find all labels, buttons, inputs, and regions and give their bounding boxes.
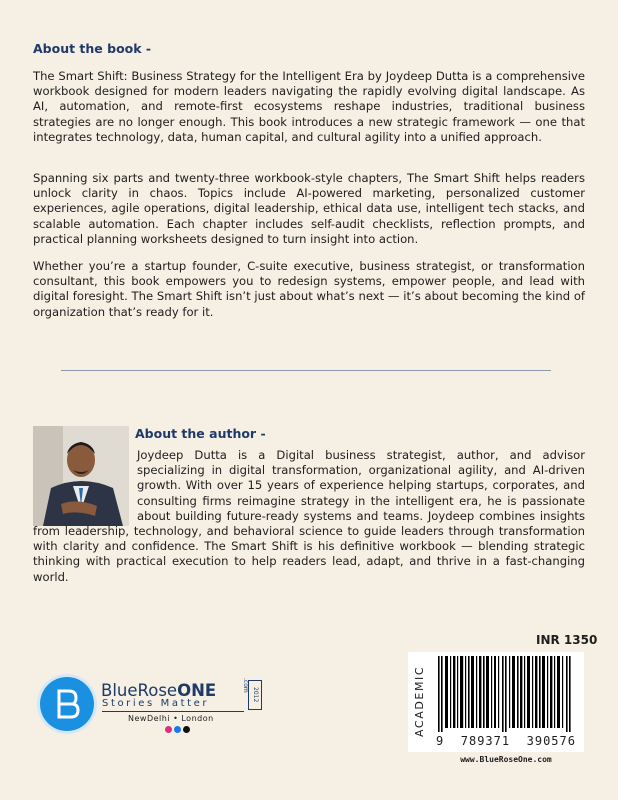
social-icons <box>165 726 190 733</box>
blue-rose-b-icon <box>40 677 94 731</box>
publisher-website: www.BlueRoseOne.com <box>460 755 552 764</box>
brand-main: BlueRose <box>101 681 178 700</box>
brand-com: .com <box>242 678 249 693</box>
instagram-icon[interactable] <box>165 726 172 733</box>
publisher-logo <box>40 677 94 731</box>
brand-rule <box>102 711 244 712</box>
isbn-digit-group: 390576 <box>526 734 576 748</box>
publisher-tagline: Stories Matter <box>102 698 210 709</box>
brand-one: ONE <box>177 681 217 700</box>
about-book-paragraph-1: The Smart Shift: Business Strategy for the Intelligent Era by Joydeep Dutta is a comprehensive workbook designed for modern leaders navigating the rapidly evolving digital landscape. As AI, automation, and remote-first ecosystems reshape industries, traditional business strategies are no longer enough. This book introduces a new strategic framework — one that integrates technology, data, human capital, and cultural agility into a unified approach. <box>33 69 585 144</box>
x-icon[interactable] <box>183 726 190 733</box>
section-divider <box>61 370 551 371</box>
about-book-heading: About the book - <box>33 41 152 56</box>
about-author-heading: About the author - <box>135 426 266 441</box>
brand-year-box: 2012 <box>248 680 262 710</box>
isbn-barcode <box>436 656 576 734</box>
publisher-cities: NewDelhi • London <box>128 714 214 723</box>
isbn-digit-group: 9 <box>436 734 445 748</box>
isbn-digit-group: 789371 <box>460 734 511 748</box>
category-label: ACADEMIC <box>413 665 426 737</box>
price-label: INR 1350 <box>536 633 598 647</box>
about-author-bio: Joydeep Dutta is a Digital business strategist, author, and advisor specializing in digital transformation, organizational agility, and AI-driven growth. With over 15 years of experience helping startups, corporates, and consulting firms reimagine strategy in the intelligent era, he is passionate about building future-ready systems and teams. Joydeep combines insights from leadership, technology, and behavioral science to guide leaders through transformation with clarity and confidence. The Smart Shift is his definitive workbook — blending strategic thinking with practical execution to help readers lead, adapt, and thrive in a fast-changing world. <box>33 448 585 584</box>
isbn-number <box>436 734 576 748</box>
facebook-icon[interactable] <box>174 726 181 733</box>
about-book-paragraph-2: Spanning six parts and twenty-three workbook-style chapters, The Smart Shift helps readers unlock clarity in chaos. Topics include AI-powered marketing, personalized customer experiences, agile operations, digital leadership, ethical data use, intelligent tech stacks, and scalable automation. Each chapter includes self-audit checklists, reflection prompts, and practical planning worksheets designed to turn insight into action. <box>33 171 585 246</box>
about-book-paragraph-3: Whether you’re a startup founder, C-suite executive, business strategist, or transformation consultant, this book empowers you to redesign systems, empower people, and lead with digital foresight. The Smart Shift isn’t just about what’s next — it’s about becoming the kind of organization that’s ready for it. <box>33 259 585 319</box>
